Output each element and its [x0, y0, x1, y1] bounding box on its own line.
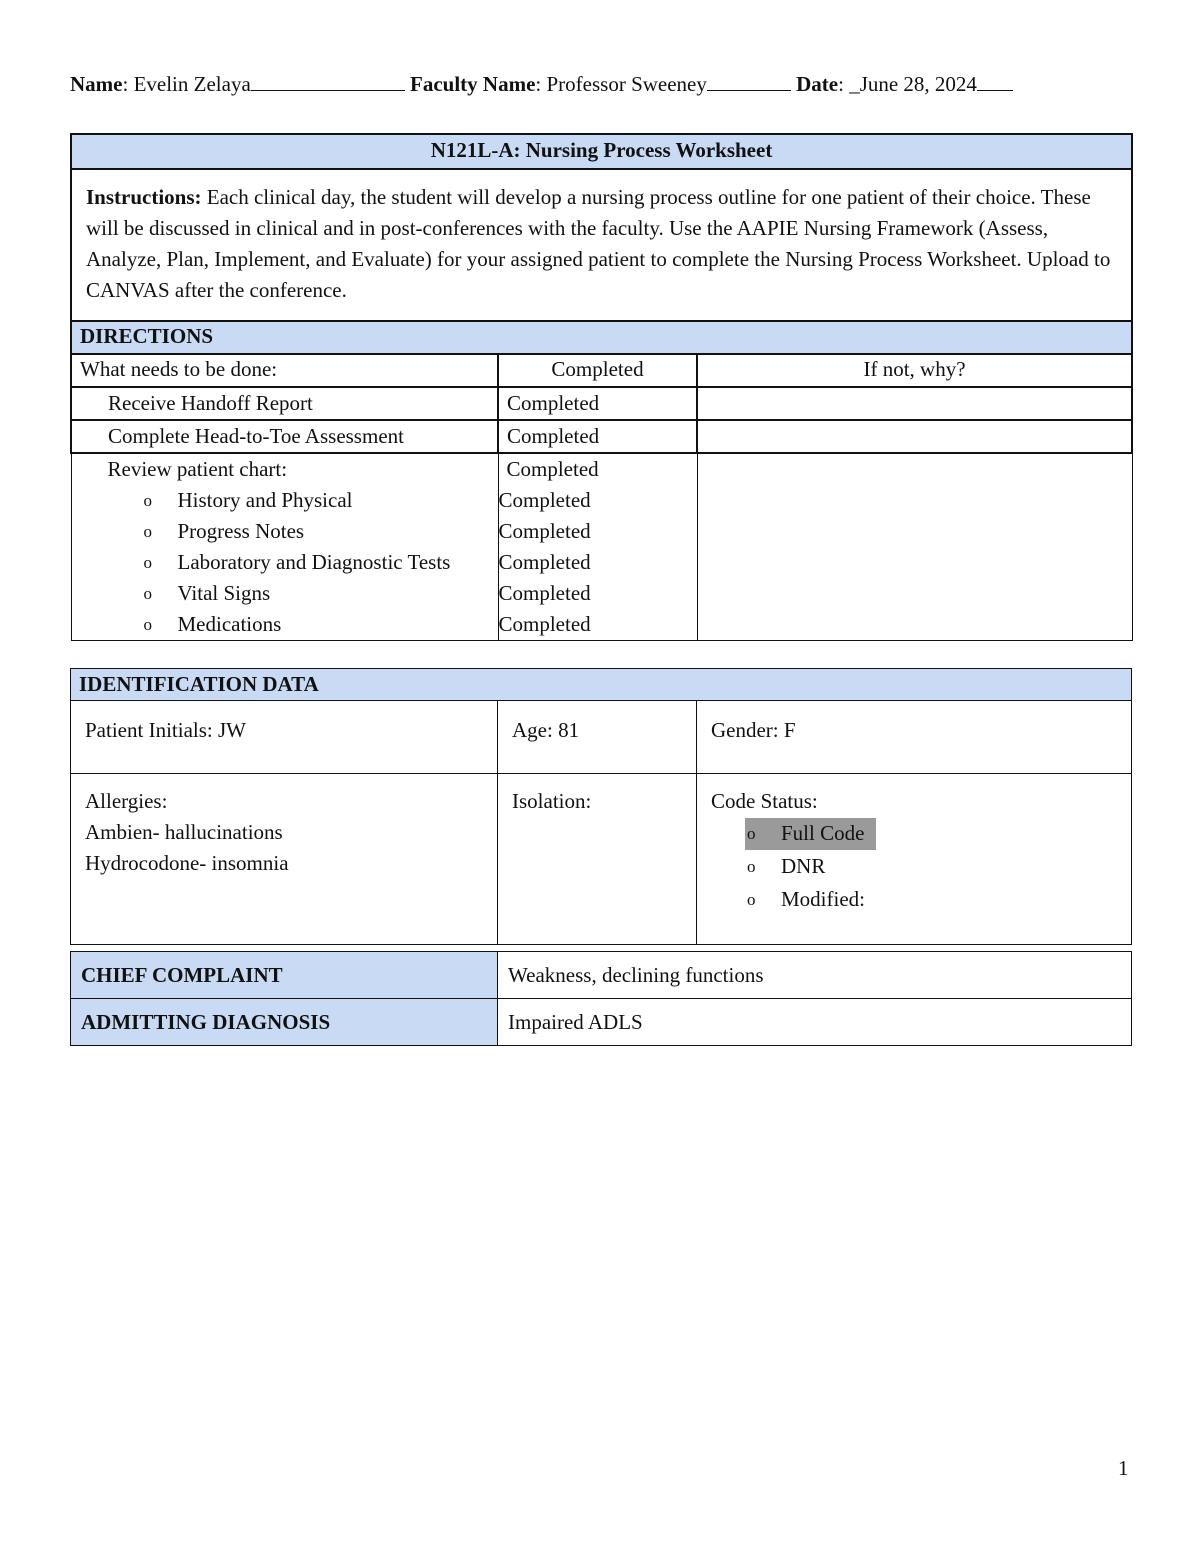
identification-heading: IDENTIFICATION DATA: [71, 669, 1132, 701]
allergy-item: Ambien- hallucinations: [85, 820, 283, 844]
student-name: : Evelin Zelaya: [122, 72, 251, 96]
admitting-diagnosis-label: ADMITTING DIAGNOSIS: [71, 999, 498, 1046]
col-header-task: What needs to be done:: [71, 354, 498, 387]
list-item-label: Laboratory and Diagnostic Tests: [177, 550, 451, 574]
list-item-label: History and Physical: [177, 488, 353, 512]
item-status: Completed: [498, 550, 591, 574]
identification-table: [70, 668, 1132, 945]
task-status: Completed: [498, 420, 697, 453]
date-underline: [977, 89, 1013, 91]
code-option-full-code: [711, 817, 1117, 850]
task-label: Receive Handoff Report: [71, 387, 498, 420]
bullet-icon: o: [143, 615, 152, 634]
task-why: [697, 420, 1132, 453]
list-item: [72, 547, 498, 578]
bullet-icon: o: [747, 857, 756, 876]
review-chart-row: [71, 453, 1132, 641]
code-status-cell: [697, 774, 1132, 945]
faculty-label: Faculty Name: [410, 72, 536, 96]
instructions-block: [71, 169, 1132, 321]
allergies-label: Allergies:: [85, 789, 168, 813]
review-chart-cell: [71, 453, 498, 641]
student-header: [70, 72, 1013, 97]
task-status: Completed: [498, 387, 697, 420]
admitting-diagnosis-value: Impaired ADLS: [498, 999, 1132, 1046]
item-status: Completed: [498, 612, 591, 636]
table-row: [71, 420, 1132, 453]
review-status: Completed: [506, 457, 599, 481]
code-option-label: Modified:: [781, 887, 865, 911]
faculty-underline: [707, 89, 791, 91]
col-header-completed: Completed: [498, 354, 697, 387]
table-row: [71, 999, 1132, 1046]
code-option-modified: [711, 883, 1117, 916]
item-status: Completed: [498, 488, 591, 512]
patient-initials: Patient Initials: JW: [71, 701, 498, 774]
item-status: Completed: [498, 519, 591, 543]
code-option-label: DNR: [781, 854, 826, 878]
worksheet-title: N121L-A: Nursing Process Worksheet: [71, 134, 1132, 169]
name-underline: [251, 89, 405, 91]
list-item: [72, 516, 498, 547]
bullet-icon: o: [747, 890, 756, 909]
isolation-cell: Isolation:: [498, 774, 697, 945]
code-status-label: Code Status:: [711, 789, 818, 813]
list-item: [72, 609, 498, 640]
name-label: Name: [70, 72, 123, 96]
review-status-list: [498, 485, 689, 640]
bullet-icon: o: [143, 553, 152, 572]
allergies-cell: [71, 774, 498, 945]
patient-gender: Gender: F: [697, 701, 1132, 774]
review-why-cell: [697, 453, 1132, 641]
date-label: Date: [796, 72, 839, 96]
bullet-icon: o: [143, 584, 152, 603]
bullet-icon: o: [747, 824, 756, 843]
directions-heading: DIRECTIONS: [71, 321, 1132, 354]
table-row: [71, 952, 1132, 999]
page-number: 1: [1118, 1456, 1129, 1480]
faculty-name: : Professor Sweeney: [535, 72, 707, 96]
code-option-dnr: [711, 850, 1117, 883]
bullet-icon: o: [143, 522, 152, 541]
review-chart-label: Review patient chart:: [107, 457, 288, 481]
item-status: Completed: [498, 581, 591, 605]
review-status-cell: [498, 453, 697, 641]
code-status-list: [711, 817, 1117, 916]
bullet-icon: o: [143, 491, 152, 510]
review-chart-list: [72, 485, 498, 640]
col-header-why: If not, why?: [697, 354, 1132, 387]
worksheet-table: [70, 133, 1133, 641]
allergy-item: Hydrocodone- insomnia: [85, 851, 289, 875]
list-item-label: Medications: [177, 612, 282, 636]
list-item: [72, 578, 498, 609]
patient-age: Age: 81: [498, 701, 697, 774]
instructions-label: Instructions:: [86, 185, 202, 209]
list-item-label: Vital Signs: [177, 581, 271, 605]
task-why: [697, 387, 1132, 420]
complaint-table: [70, 951, 1132, 1046]
code-option-label: Full Code: [781, 821, 865, 845]
chief-complaint-label: CHIEF COMPLAINT: [71, 952, 498, 999]
instructions-text: Each clinical day, the student will develop a nursing process outline for one patient of their choice. These will be discussed in clinical and in post-conferences with the faculty. Use the AAPIE Nursing Framework (Assess, Analyze, Plan, Implement, and Evaluate) for your assigned patient to complete the Nursing Process Worksheet. Upload to CANVAS after the conference.: [86, 185, 1111, 302]
chief-complaint-value: Weakness, declining functions: [498, 952, 1132, 999]
task-label: Complete Head-to-Toe Assessment: [71, 420, 498, 453]
list-item: [72, 485, 498, 516]
table-row: [71, 387, 1132, 420]
date-value: : _June 28, 2024: [838, 72, 977, 96]
list-item-label: Progress Notes: [177, 519, 305, 543]
